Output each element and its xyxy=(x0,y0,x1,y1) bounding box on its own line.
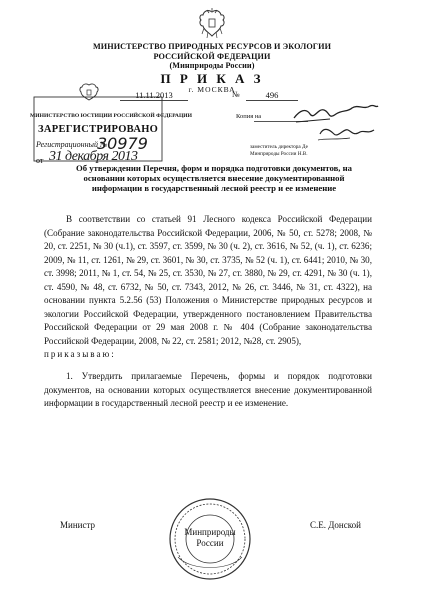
order-command: приказываю: xyxy=(44,349,116,360)
registration-number: 30979 xyxy=(97,134,148,153)
justice-ministry-emblem-icon xyxy=(78,82,100,102)
copy-stamp-text xyxy=(250,144,308,157)
signer-name: С.Е. Донской xyxy=(310,520,361,530)
ministry-line3: (Минприроды России) xyxy=(169,61,255,70)
copy-stamp-label: Копия на xyxy=(236,113,262,120)
subject-line3: информации в государственный лесной реестр и ее изменение xyxy=(91,183,337,194)
handwritten-signature-icon xyxy=(290,100,380,148)
seal-text xyxy=(168,527,252,549)
subject-line1: Об утверждении Перечня, форм и порядка подготовки документов, на xyxy=(76,163,352,173)
registration-date: 31 декабря 2013 xyxy=(49,149,138,164)
order-number-sign: № xyxy=(232,90,240,99)
ministry-name xyxy=(0,42,424,71)
order-date: 11.11.2013 xyxy=(120,90,188,101)
order-item-1: 1. Утвердить прилагаемые Перечень, формы и порядок подготовки документов, на основании которых осуществляется внесение документированной информации в государственный лесной реестр и ее изменение. xyxy=(44,371,372,409)
document-city: г. МОСКВА xyxy=(188,85,236,94)
signer-role: Министр xyxy=(60,520,95,530)
registration-number-label: Регистрационный № xyxy=(36,140,108,149)
registration-from-label: от xyxy=(36,156,44,165)
copy-stamp-line2: Минприроды России Н.В. xyxy=(250,150,308,157)
document-type: П Р И К А З xyxy=(160,71,264,86)
registration-ministry-name: МИНИСТЕРСТВО ЮСТИЦИИ РОССИЙСКОЙ ФЕДЕРАЦИИ xyxy=(30,113,192,119)
document-body xyxy=(44,213,372,411)
document-subject xyxy=(52,163,376,194)
ministry-line2: РОССИЙСКОЙ ФЕДЕРАЦИИ xyxy=(153,51,271,61)
registration-status: ЗАРЕГИСТРИРОВАНО xyxy=(38,124,159,135)
order-number: 496 xyxy=(246,90,298,101)
russian-coat-of-arms-icon xyxy=(198,8,226,40)
subject-line2: основании которых осуществляется внесение документированной xyxy=(83,173,345,184)
body-paragraph: В соответствии со статьей 91 Лесного кодекса Российской Федерации (Собрание законодательства Российской Федерации, 2006, № 50, ст. 5278; 2008, № 20, ст. 2251, № 30 (ч.1), ст. 3597, ст. 3599, № 30 (ч. 2), ст. 3616, № 52, (ч. 1), ст. 6236; 2009, № 11, ст. 1261, № 29, ст. 3601, № 30, ст. 3735, № 52 (ч. 1), ст. 6441; 2010, № 30, ст. 3998; 2011, № 1, ст. 54, № 25, ст. 3530, № 27, ст. 3880, № 29, ст. 4291, № 30 (ч. 1), ст. 4590, № 48, ст. 6732, № 50, ст. 7343, 2012, № 26, ст. 3446, № 31, ст. 4322), на основании пункта 5.2.56 (53) Положения о Министерстве природных ресурсов и экологии Российской Федерации, утвержденного постановлением Правительства Российской Федерации от 29 мая 2008 г. № 404 (Собрание законодательства Российской Федерации, 2008, № 22, ст. 2581; 2012, №28, ст. 2905), xyxy=(44,214,372,346)
copy-stamp-line1: заместитель директора Де xyxy=(250,144,308,150)
seal-line1: Минприроды xyxy=(184,527,236,537)
ministry-line1: МИНИСТЕРСТВО ПРИРОДНЫХ РЕСУРСОВ И ЭКОЛОГИИ xyxy=(92,42,332,51)
seal-line2: России xyxy=(196,538,224,548)
